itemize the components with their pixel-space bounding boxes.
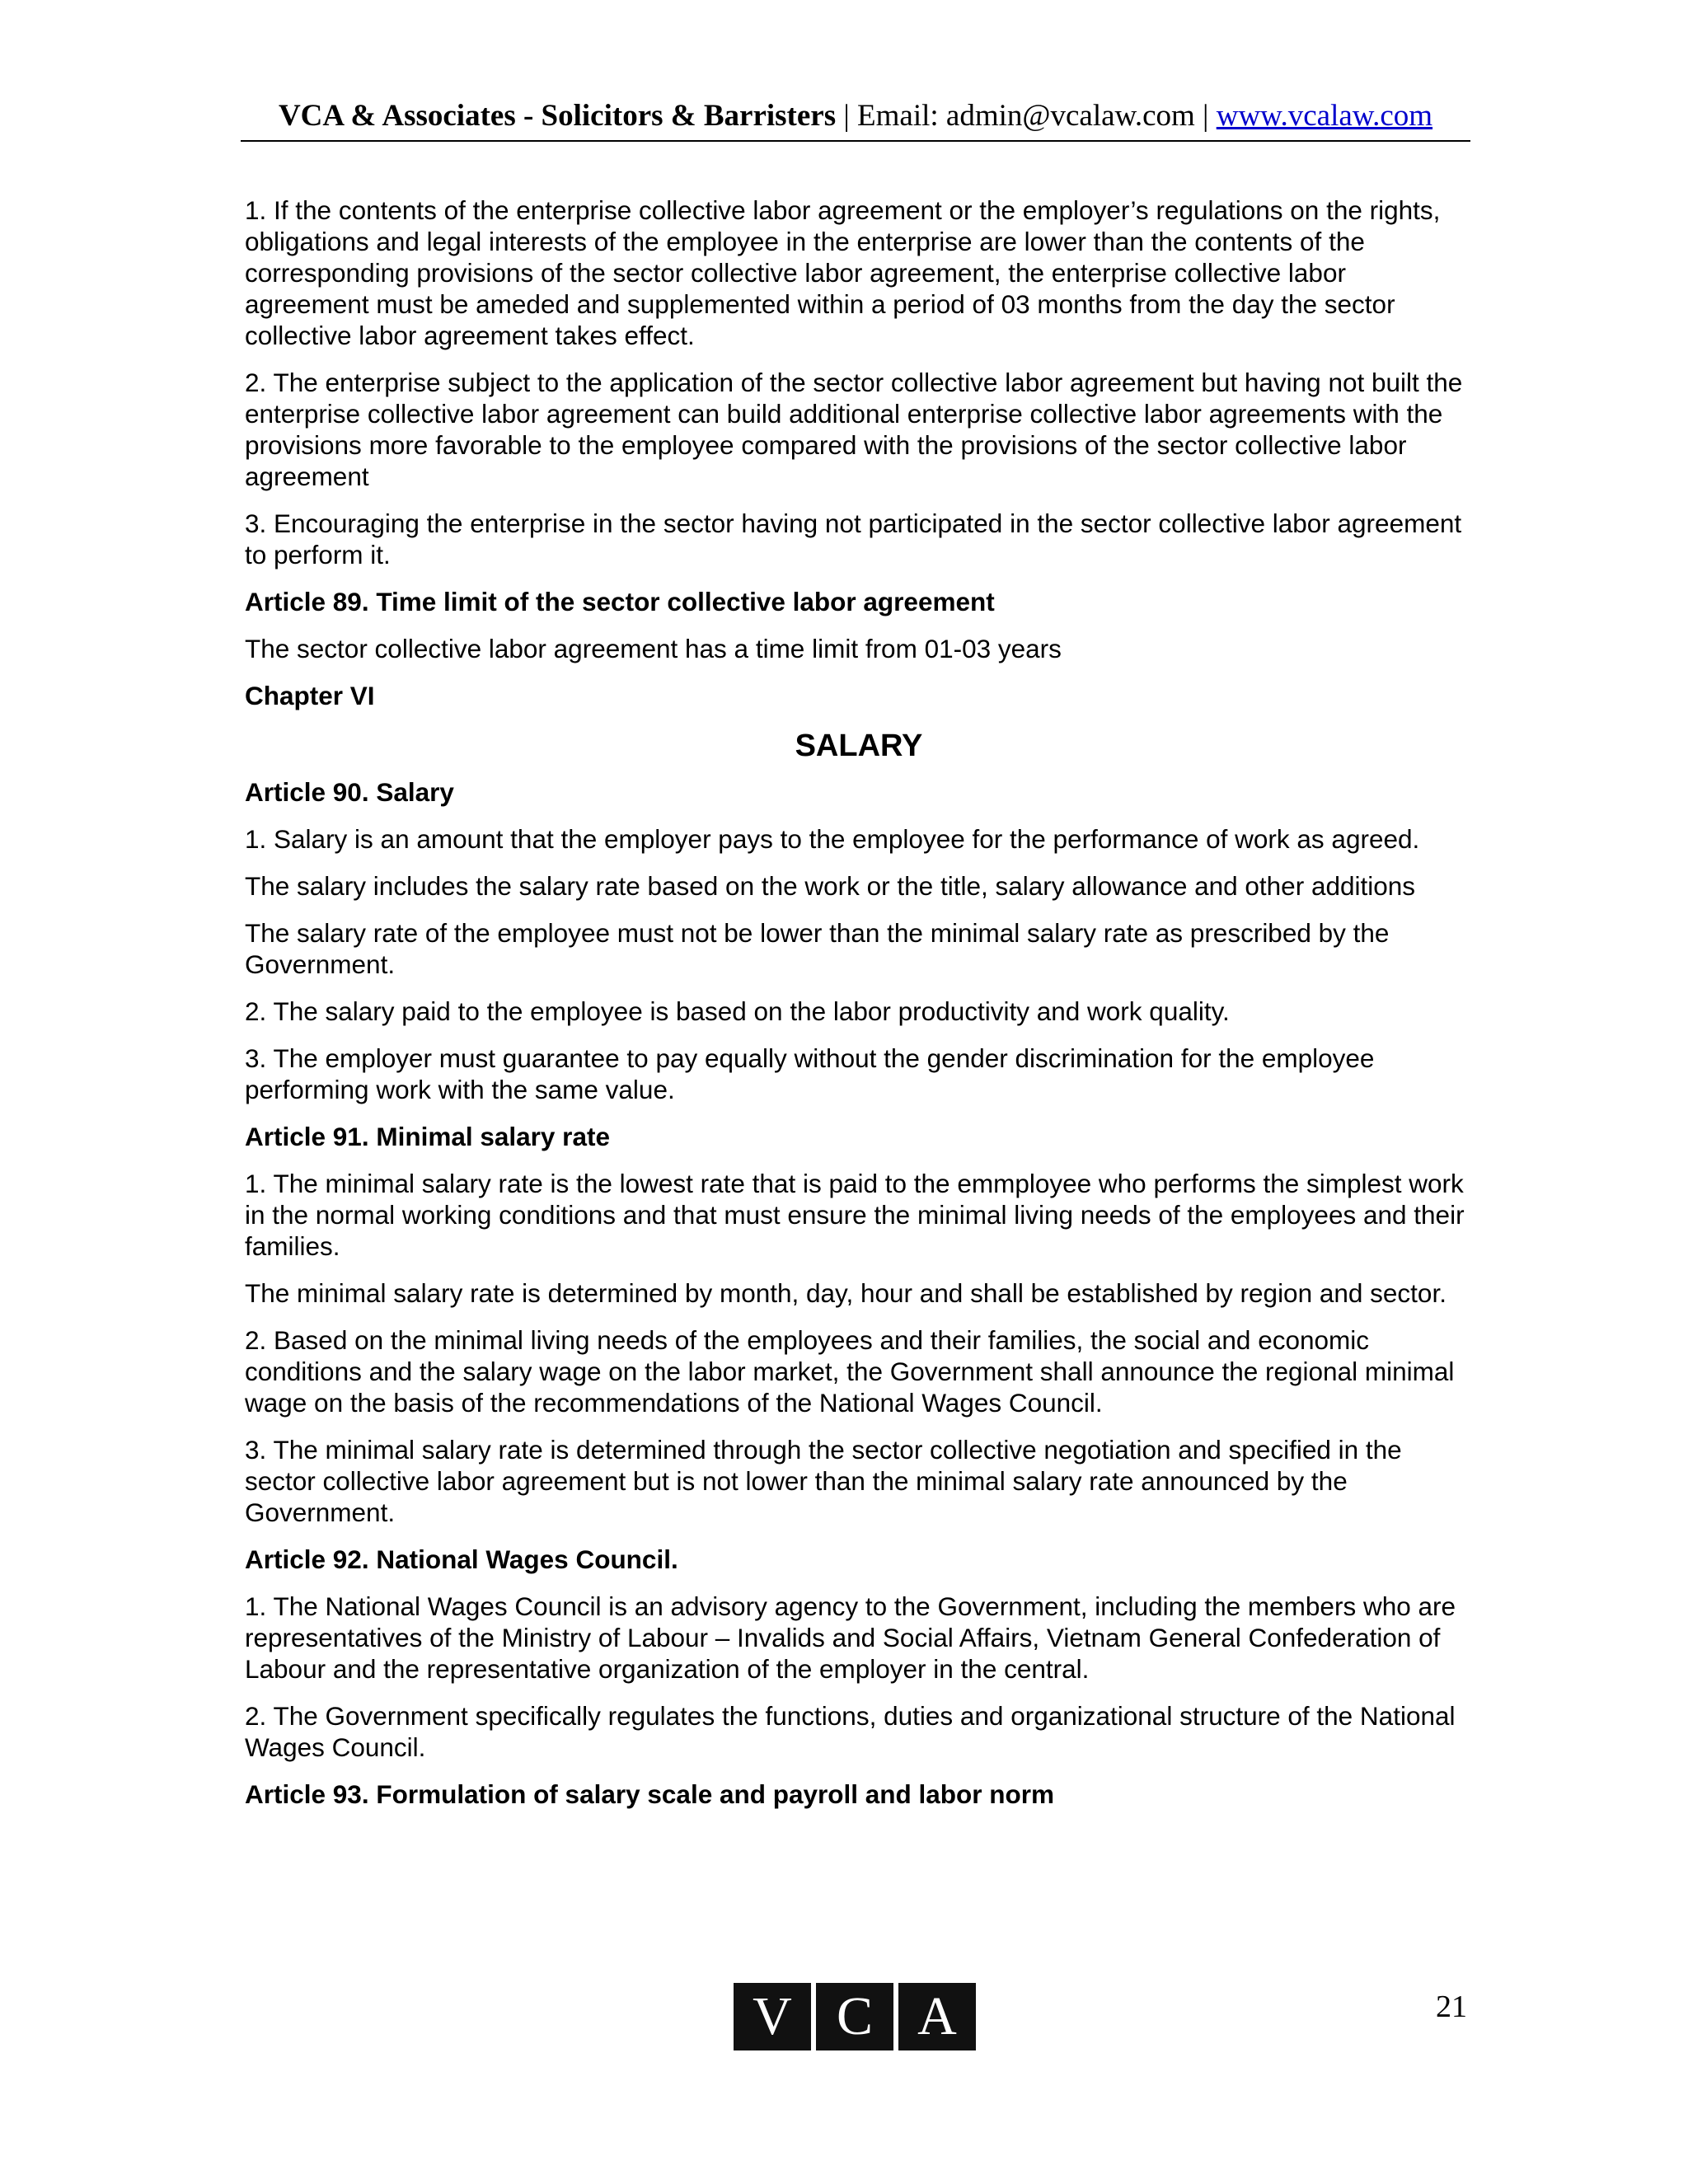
logo-letter: C	[816, 1983, 893, 2050]
paragraph: 3. Encouraging the enterprise in the sector having not participated in the sector collective labor agreement to perform it.	[245, 509, 1462, 569]
document-body	[245, 194, 1473, 1825]
chapter-label: Chapter VI	[245, 681, 375, 710]
paragraph: The salary includes the salary rate based on the work or the title, salary allowance and other additions	[245, 871, 1416, 901]
header-email: Email: admin@vcalaw.com	[857, 99, 1195, 133]
page-number: 21	[1436, 1990, 1467, 2024]
firm-name: VCA & Associates - Solicitors & Barristers	[278, 99, 837, 133]
article-89-heading: Article 89. Time limit of the sector collective labor agreement	[245, 587, 995, 616]
article-92-heading: Article 92. National Wages Council.	[245, 1544, 678, 1574]
article-90-heading: Article 90. Salary	[245, 777, 454, 807]
article-91-heading: Article 91. Minimal salary rate	[245, 1122, 610, 1151]
article-93-heading: Article 93. Formulation of salary scale and payroll and labor norm	[245, 1779, 1055, 1809]
paragraph: 1. The National Wages Council is an advisory agency to the Government, including the members who are representatives of the Ministry of Labour – Invalids and Social Affairs, Vietnam General Confederation of Labour and the representative organization of the employer in the central.	[245, 1591, 1456, 1684]
paragraph: 2. The Government specifically regulates the functions, duties and organizational structure of the National Wages Council.	[245, 1701, 1456, 1762]
paragraph: 3. The minimal salary rate is determined through the sector collective negotiation and specified in the sector collective labor agreement but is not lower than the minimal salary rate announced by the Government.	[245, 1435, 1402, 1527]
paragraph: 2. Based on the minimal living needs of the employees and their families, the social and economic conditions and the salary wage on the labor market, the Government shall announce the regional minimal wage on the basis of the recommendations of the National Wages Council.	[245, 1325, 1455, 1418]
header-separator: |	[836, 99, 858, 133]
paragraph: 2. The enterprise subject to the application of the sector collective labor agreement but having not built the enterprise collective labor agreement can build additional enterprise collective labor agreements with the provisions more favorable to the employee compared with the provisions of the sector collective labor agreement	[245, 368, 1463, 491]
chapter-title: SALARY	[795, 729, 923, 763]
website-link[interactable]: www.vcalaw.com	[1216, 99, 1433, 133]
paragraph: 2. The salary paid to the employee is based on the labor productivity and work quality.	[245, 996, 1230, 1026]
paragraph: The sector collective labor agreement has a time limit from 01-03 years	[245, 634, 1062, 663]
paragraph: 1. Salary is an amount that the employer pays to the employee for the performance of work as agreed.	[245, 824, 1420, 854]
header-separator: |	[1194, 99, 1217, 133]
logo-letter: V	[734, 1983, 811, 2050]
paragraph: 3. The employer must guarantee to pay equally without the gender discrimination for the employee performing work with the same value.	[245, 1043, 1375, 1104]
logo-letter: A	[898, 1983, 976, 2050]
paragraph: 1. The minimal salary rate is the lowest rate that is paid to the emmployee who performs the simplest work in the normal working conditions and that must ensure the minimal living needs of the employees and their families.	[245, 1169, 1465, 1261]
paragraph: The minimal salary rate is determined by month, day, hour and shall be established by region and sector.	[245, 1278, 1447, 1308]
vca-logo	[734, 1983, 976, 2050]
paragraph: The salary rate of the employee must not be lower than the minimal salary rate as prescribed by the Government.	[245, 918, 1390, 979]
paragraph: 1. If the contents of the enterprise collective labor agreement or the employer’s regulations on the rights, obligations and legal interests of the employee in the enterprise are lower than the contents of the corresponding provisions of the sector collective labor agreement, the enterprise collective labor agreement must be ameded and supplemented within a period of 03 months from the day the sector collective labor agreement takes effect.	[245, 195, 1441, 350]
page-header	[241, 92, 1470, 142]
